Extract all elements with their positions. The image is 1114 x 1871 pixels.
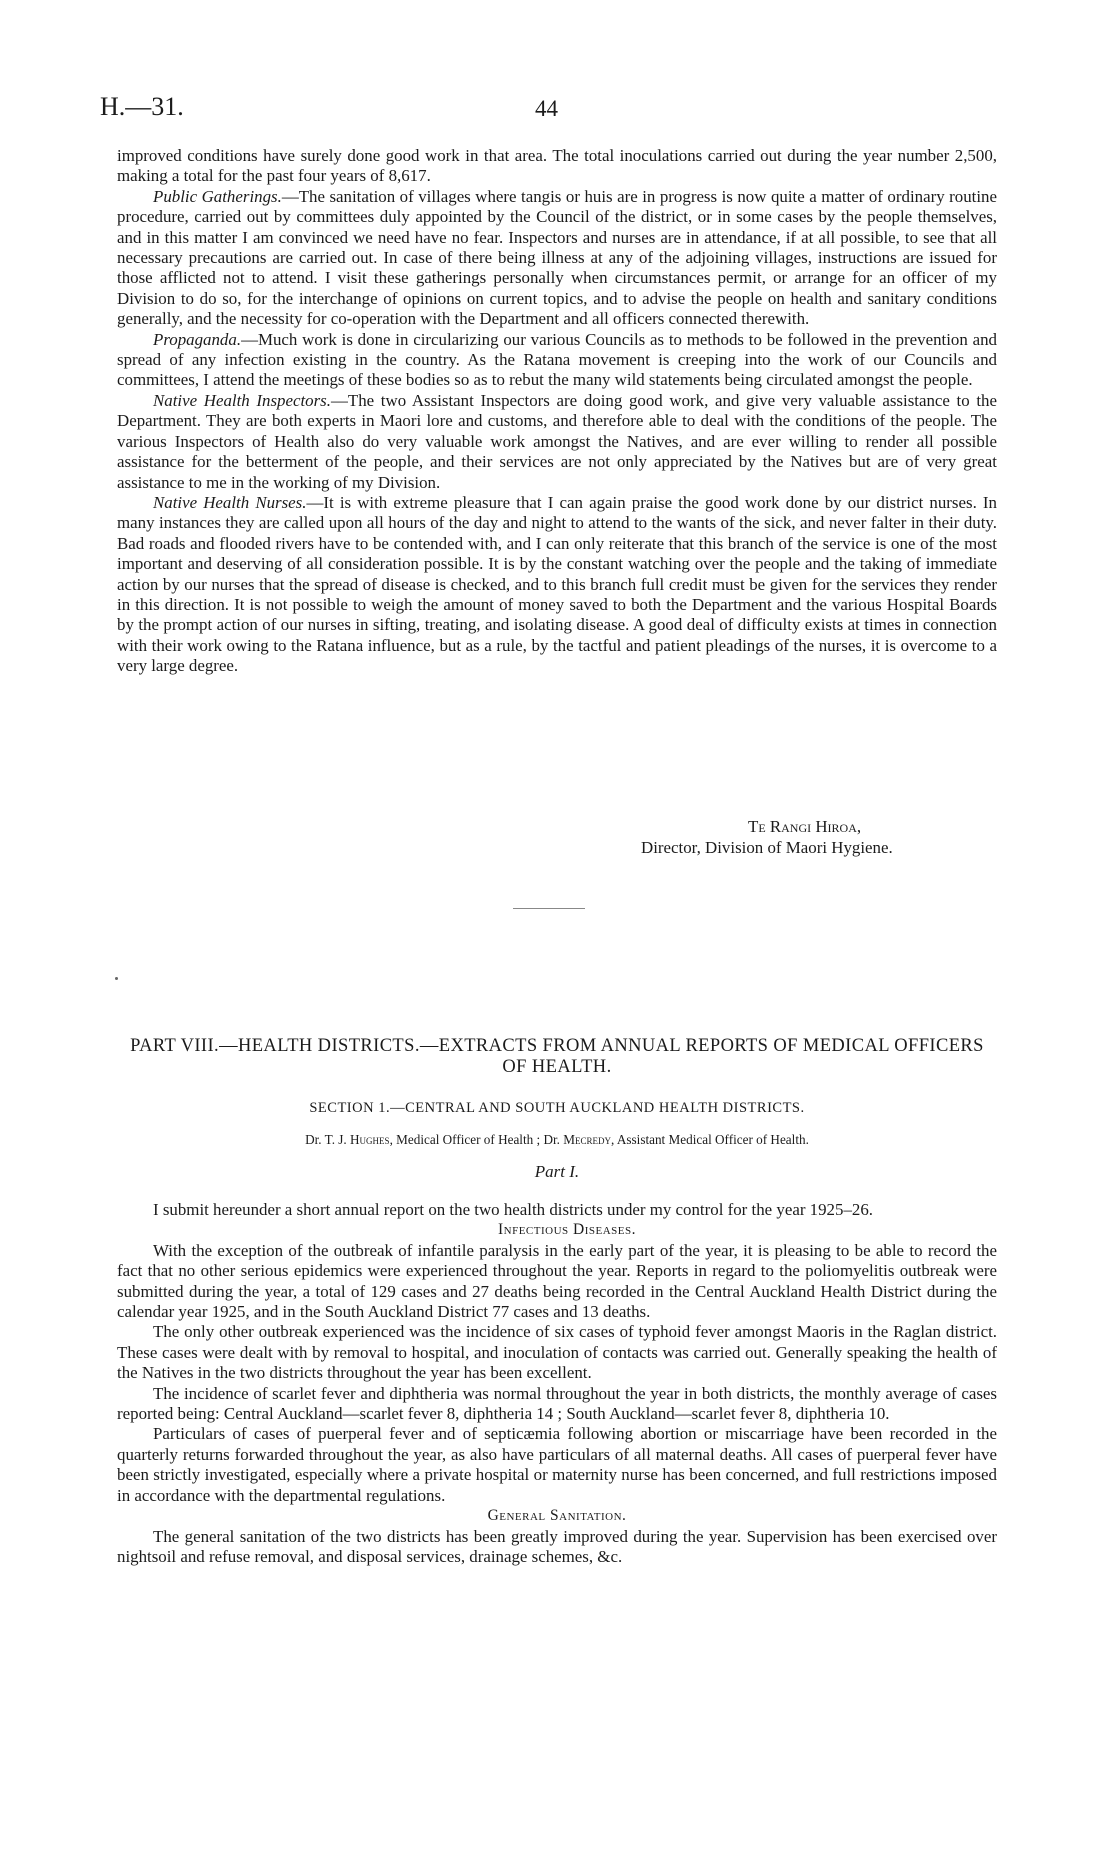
- paragraph-lead: Public Gatherings.: [153, 186, 282, 206]
- section-title: SECTION 1.—CENTRAL AND SOUTH AUCKLAND HEALTH DISTRICTS.: [309, 1100, 805, 1116]
- signature-title: Director, Division of Maori Hygiene.: [641, 838, 893, 857]
- paragraph-native-health-inspectors: [117, 391, 997, 493]
- section-divider: [513, 908, 585, 909]
- maori-hygiene-report: [117, 146, 997, 677]
- part-title: PART VIII.—HEALTH DISTRICTS.—EXTRACTS FROM ANNUAL REPORTS OF MEDICAL OFFICERS OF HEALTH.: [130, 1036, 984, 1077]
- officer-2-prefix: Dr.: [543, 1132, 564, 1147]
- paragraph-text: —It is with extreme pleasure that I can again praise the good work done by our district nurses. In many instances they are called upon all hours of the day and night to attend to the wants of the sick, and never falter in their duty. Bad roads and flooded rivers have to be contended with, and I can only reiterate that this branch of the service is one of the most important and deserving of all consideration possible. It is by the constant watching over the people and the taking of immediate action by our nurses that the spread of disease is checked, and to this branch full credit must be given for the services they render in this direction. It is not possible to weigh the amount of money saved to both the Department and the various Hospital Boards by the prompt action of our nurses in sifting, treating, and isolating disease. A good deal of difficulty exists at times in connection with their work owing to the Ratana influence, but as a rule, by the tactful and patient pleadings of the nurses, it is overcome to a very large degree.: [117, 492, 997, 676]
- officers-line: [117, 1132, 997, 1148]
- paragraph-public-gatherings: [117, 187, 997, 330]
- infectious-paragraph: The only other outbreak experienced was the incidence of six cases of typhoid fever amongst Maoris in the Raglan district. These cases were dealt with by removal to hospital, and inoculation of contacts was carried out. Generally speaking the health of the Natives in the two districts throughout the year has been excellent.: [117, 1322, 997, 1383]
- paragraph-inoculations: [117, 146, 997, 187]
- infectious-paragraph: Particulars of cases of puerperal fever and of septicæmia following abortion or miscarriage have been recorded in the quarterly returns forwarded throughout the year, as also have particulars of all maternal deaths. All cases of puerperal fever have been strictly investigated, especially where a private hospital or maternity nurse has been concerned, and full restrictions imposed in accordance with the departmental regulations.: [117, 1424, 997, 1505]
- page-number: 44: [535, 96, 558, 121]
- paragraph-propaganda: [117, 330, 997, 391]
- infectious-paragraph: The incidence of scarlet fever and diphtheria was normal throughout the year in both districts, the monthly average of cases reported being: Central Auckland—scarlet fever 8, diphtheria 14 ; South Auckland—scarlet fever 8, diphtheria 10.: [117, 1383, 997, 1424]
- paragraph-lead: Propaganda.: [153, 329, 242, 349]
- paragraph-text: —The two Assistant Inspectors are doing good work, and give very valuable assistance to the Department. They are both experts in Maori lore and customs, and therefore able to deal with the conditions of the people. The various Inspectors of Health also do very valuable work amongst the Natives, and are ever willing to render all possible assistance for the betterment of the people, and their services are not only appreciated by the Natives but are of very great assistance to me in the working of my Division.: [117, 390, 997, 492]
- paragraph-lead: Native Health Inspectors.: [153, 390, 331, 410]
- paragraph-native-health-nurses: [117, 493, 997, 677]
- part-label: Part I.: [534, 1162, 580, 1181]
- infectious-diseases-heading: Infectious Diseases.: [497, 1221, 636, 1239]
- document-reference: H.—31.: [100, 92, 184, 121]
- sanitation-paragraph: The general sanitation of the two districts has been greatly improved during the year. Supervision has been exercised over nightsoil and refuse removal, and disposal services, drainage schemes, &c.: [117, 1526, 997, 1566]
- officer-2-role: , Assistant Medical Officer of Health.: [611, 1132, 809, 1147]
- officer-1-prefix: Dr. T. J.: [305, 1132, 351, 1147]
- paragraph-text: —Much work is done in circularizing our various Councils as to methods to be followed in the prevention and spread of any infection existing in the country. As the Ratana movement is creeping into the work of our Councils and committees, I attend the meetings of these bodies so as to rebut the many wild statements being circulated amongst the people.: [117, 329, 997, 390]
- officer-1-name: Hughes: [350, 1132, 390, 1147]
- officer-2-name: Mecredy: [563, 1132, 611, 1147]
- auckland-report: [117, 1200, 997, 1567]
- paragraph-lead: Native Health Nurses.: [153, 492, 307, 512]
- infectious-paragraph: With the exception of the outbreak of infantile paralysis in the early part of the year, it is pleasing to be able to record the fact that no other serious epidemics were experienced throughout the year. Reports in regard to the poliomyelitis outbreak were submitted during the year, a total of 129 cases and 27 deaths being recorded in the Central Auckland Health District during the calendar year 1925, and in the South Auckland District 77 cases and 13 deaths.: [117, 1240, 997, 1322]
- signature-name: Te Rangi Hiroa,: [748, 817, 862, 836]
- officer-1-role: , Medical Officer of Health ;: [389, 1132, 544, 1147]
- intro-paragraph: I submit hereunder a short annual report on the two health districts under my control for the year 1925–26.: [153, 1200, 874, 1219]
- paragraph-text: —The sanitation of villages where tangis or huis are in progress is now quite a matter of ordinary routine procedure, carried out by committees duly appointed by the Council of the district, or in some cases by the people themselves, and in this matter I am convinced we need have no fear. Inspectors and nurses are in attendance, if at all possible, to see that all necessary precautions are carried out. In case of there being illness at any of the adjoining villages, instructions are issued for those afflicted not to attend. I visit these gatherings personally when circumstances permit, or arrange for an officer of my Division to do so, for the interchange of opinions on current topics, and to advise the people on health and sanitary conditions generally, and the necessity for co-operation with the Department and all officers connected therewith.: [117, 186, 997, 329]
- page-speck: [115, 977, 118, 980]
- general-sanitation-heading: General Sanitation.: [487, 1507, 627, 1525]
- paragraph-text: improved conditions have surely done good work in that area. The total inoculations carried out during the year number 2,500, making a total for the past four years of 8,617.: [117, 146, 997, 186]
